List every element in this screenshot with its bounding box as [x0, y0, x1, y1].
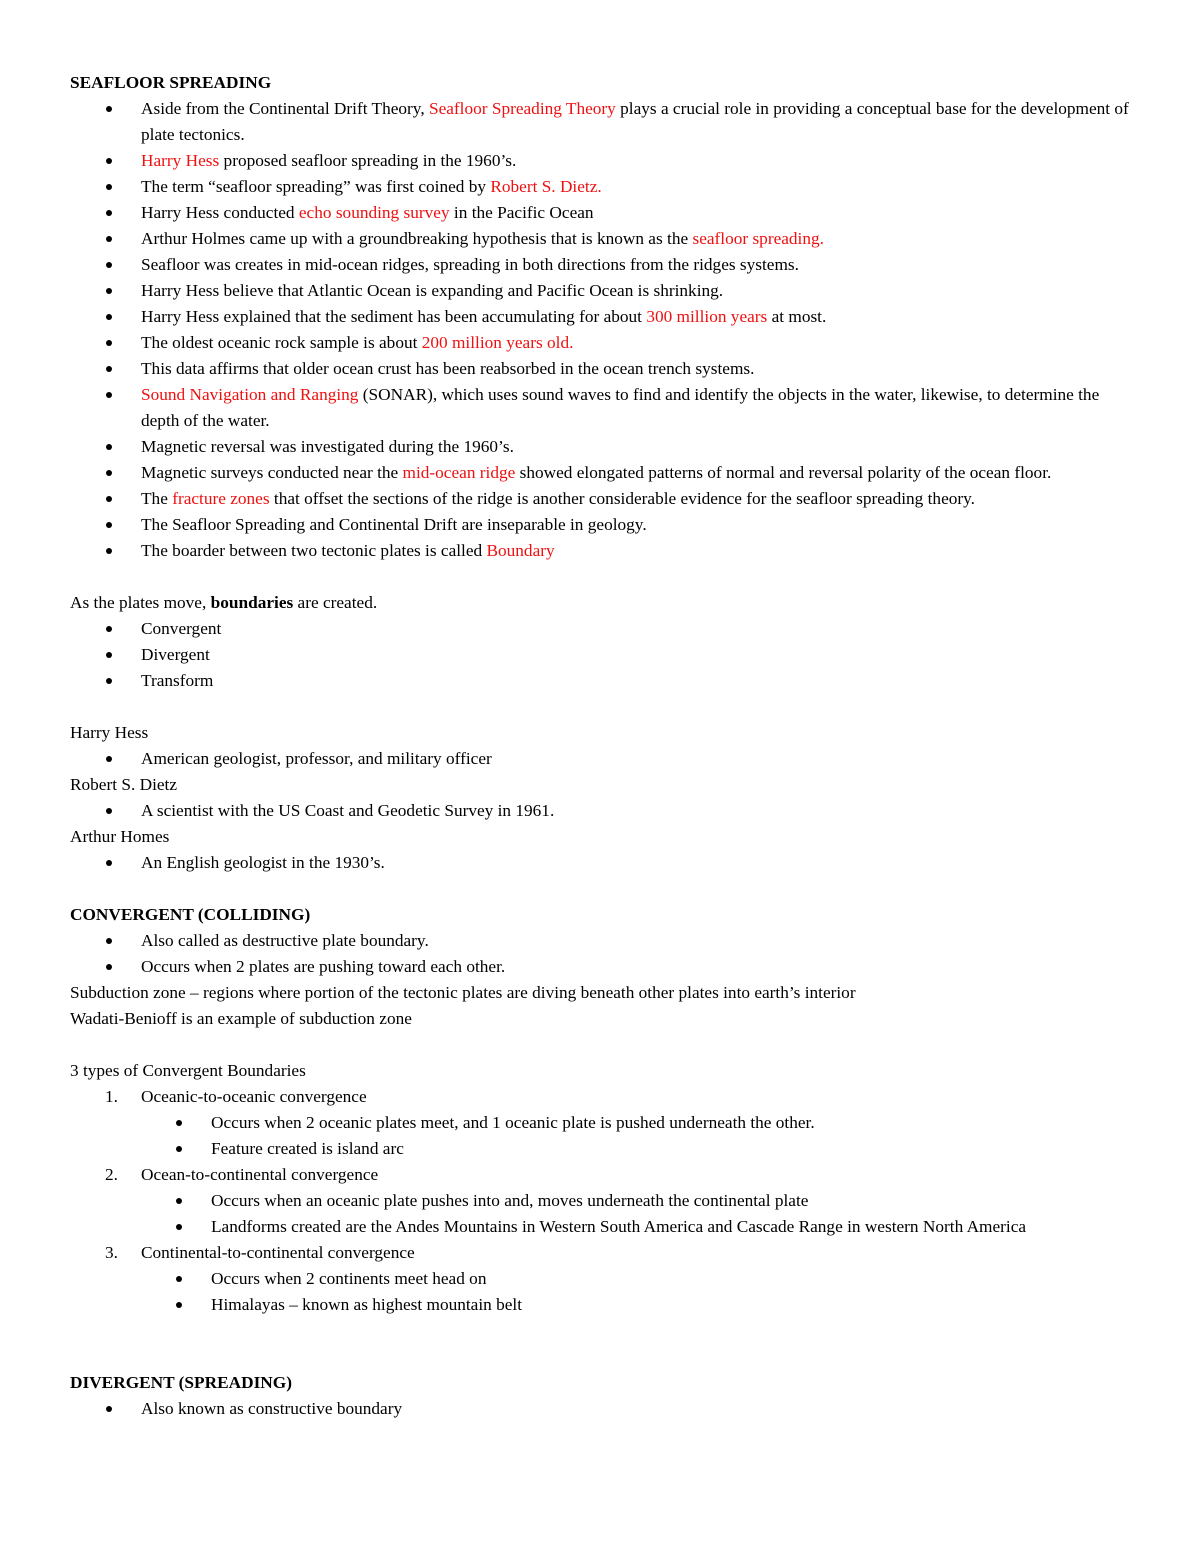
list-item: Also called as destructive plate boundary.	[70, 928, 1130, 954]
bullet-text: This data affirms that older ocean crust has been reabsorbed in the ocean trench systems.	[141, 359, 755, 378]
list-item	[70, 278, 1130, 304]
highlighted-term: 200 million years old.	[421, 333, 574, 352]
list-item	[70, 304, 1130, 330]
bullet-text: Magnetic reversal was investigated during the 1960’s.	[141, 437, 514, 456]
convergent-type-label: Oceanic-to-oceanic convergence	[141, 1087, 367, 1106]
boundary-types-list	[70, 616, 1130, 694]
bullet-text: Harry Hess conducted	[141, 203, 299, 222]
bullet-text: plays a crucial role in providing a conceptual base for the development of plate tectonics.	[141, 99, 1129, 144]
list-item	[70, 174, 1130, 200]
list-number: 1.	[105, 1087, 118, 1106]
highlighted-term: seafloor spreading.	[692, 229, 824, 248]
bullet-text: showed elongated patterns of normal and reversal polarity of the ocean floor.	[515, 463, 1052, 482]
boundaries-intro	[70, 590, 1130, 616]
bullet-text: Aside from the Continental Drift Theory,	[141, 99, 429, 118]
divergent-heading: DIVERGENT (SPREADING)	[70, 1373, 292, 1392]
list-item	[70, 460, 1130, 486]
convergent-type-points	[70, 1266, 1130, 1318]
bullet-text: (SONAR), which uses sound waves to find and identify the objects in the water, likewise, to determine the depth of the water.	[141, 385, 1100, 430]
convergent-type-label: Continental-to-continental convergence	[141, 1243, 415, 1262]
bullet-text: The	[141, 489, 173, 508]
boundaries-intro-bold: boundaries	[210, 593, 294, 612]
list-item: Feature created is island arc	[70, 1136, 1130, 1162]
list-item: Divergent	[70, 642, 1130, 668]
list-item	[70, 356, 1130, 382]
list-item: Occurs when 2 continents meet head on	[70, 1266, 1130, 1292]
person-detail: An English geologist in the 1930’s.	[70, 850, 1130, 876]
list-item	[70, 148, 1130, 174]
list-item	[70, 538, 1130, 564]
seafloor-heading: SEAFLOOR SPREADING	[70, 73, 272, 92]
divergent-bullet-list	[70, 1396, 1130, 1422]
boundaries-intro-text: As the plates move,	[70, 593, 211, 612]
list-item: Convergent	[70, 616, 1130, 642]
bullet-text: in the Pacific Ocean	[449, 203, 594, 222]
bullet-text: proposed seafloor spreading in the 1960’s.	[219, 151, 517, 170]
bullet-text: Seafloor was creates in mid-ocean ridges, spreading in both directions from the ridges systems.	[141, 255, 799, 274]
person-detail: A scientist with the US Coast and Geodetic Survey in 1961.	[70, 798, 1130, 824]
bullet-text: The Seafloor Spreading and Continental Drift are inseparable in geology.	[141, 515, 647, 534]
highlighted-term: fracture zones	[172, 489, 270, 508]
highlighted-term: 300 million years	[646, 307, 768, 326]
convergent-type-points	[70, 1110, 1130, 1162]
bullet-text: that offset the sections of the ridge is another considerable evidence for the seafloor spreading theory.	[269, 489, 975, 508]
convergent-type-item	[70, 1084, 1130, 1110]
list-item	[70, 434, 1130, 460]
bullet-text: Arthur Holmes came up with a groundbreaking hypothesis that is known as the	[141, 229, 693, 248]
convergent-types-list	[70, 1240, 1130, 1266]
person-name: Robert S. Dietz	[70, 775, 178, 794]
bullet-text: The boarder between two tectonic plates is called	[141, 541, 487, 560]
list-item	[70, 252, 1130, 278]
bullet-text: The term “seafloor spreading” was first coined by	[141, 177, 491, 196]
subduction-definition: Subduction zone – regions where portion of the tectonic plates are diving beneath other plates into earth’s interior	[70, 983, 856, 1002]
person-detail-list	[70, 798, 1130, 824]
list-item	[70, 330, 1130, 356]
bullet-text: at most.	[767, 307, 827, 326]
highlighted-term: Boundary	[486, 541, 555, 560]
list-item: Occurs when an oceanic plate pushes into and, moves underneath the continental plate	[70, 1188, 1130, 1214]
highlighted-term: Harry Hess	[141, 151, 220, 170]
list-item	[70, 486, 1130, 512]
list-item	[70, 96, 1130, 148]
list-item	[70, 226, 1130, 252]
list-item	[70, 512, 1130, 538]
boundaries-intro-text-end: are created.	[293, 593, 378, 612]
bullet-text: The oldest oceanic rock sample is about	[141, 333, 422, 352]
list-item: Occurs when 2 plates are pushing toward each other.	[70, 954, 1130, 980]
person-detail-list	[70, 850, 1130, 876]
bullet-text: Magnetic surveys conducted near the	[141, 463, 403, 482]
highlighted-term: Sound Navigation and Ranging	[141, 385, 363, 404]
person-detail: American geologist, professor, and military officer	[70, 746, 1130, 772]
list-number: 2.	[105, 1165, 118, 1184]
person-detail-list	[70, 746, 1130, 772]
convergent-types-list	[70, 1162, 1130, 1188]
convergent-types-list	[70, 1084, 1130, 1110]
list-item: Landforms created are the Andes Mountains in Western South America and Cascade Range in western North America	[70, 1214, 1130, 1240]
highlighted-term: Robert S. Dietz.	[490, 177, 602, 196]
convergent-type-item	[70, 1240, 1130, 1266]
convergent-type-item	[70, 1162, 1130, 1188]
list-item: Transform	[70, 668, 1130, 694]
list-item	[70, 200, 1130, 226]
convergent-type-points	[70, 1188, 1130, 1240]
list-number: 3.	[105, 1243, 118, 1262]
convergent-type-label: Ocean-to-continental convergence	[141, 1165, 379, 1184]
list-item: Also known as constructive boundary	[70, 1396, 1130, 1422]
seafloor-bullet-list	[70, 96, 1130, 564]
highlighted-term: Seafloor Spreading Theory	[428, 99, 616, 118]
convergent-types-title: 3 types of Convergent Boundaries	[70, 1061, 306, 1080]
bullet-text: Harry Hess believe that Atlantic Ocean is expanding and Pacific Ocean is shrinking.	[141, 281, 724, 300]
list-item: Himalayas – known as highest mountain belt	[70, 1292, 1130, 1318]
list-item: Occurs when 2 oceanic plates meet, and 1 oceanic plate is pushed underneath the other.	[70, 1110, 1130, 1136]
subduction-example: Wadati-Benioff is an example of subduction zone	[70, 1009, 412, 1028]
person-name: Arthur Homes	[70, 827, 170, 846]
convergent-bullet-list	[70, 928, 1130, 980]
person-name: Harry Hess	[70, 723, 149, 742]
bullet-text: Harry Hess explained that the sediment has been accumulating for about	[141, 307, 647, 326]
highlighted-term: mid-ocean ridge	[402, 463, 516, 482]
highlighted-term: echo sounding survey	[298, 203, 450, 222]
list-item	[70, 382, 1130, 434]
convergent-heading: CONVERGENT (COLLIDING)	[70, 905, 311, 924]
